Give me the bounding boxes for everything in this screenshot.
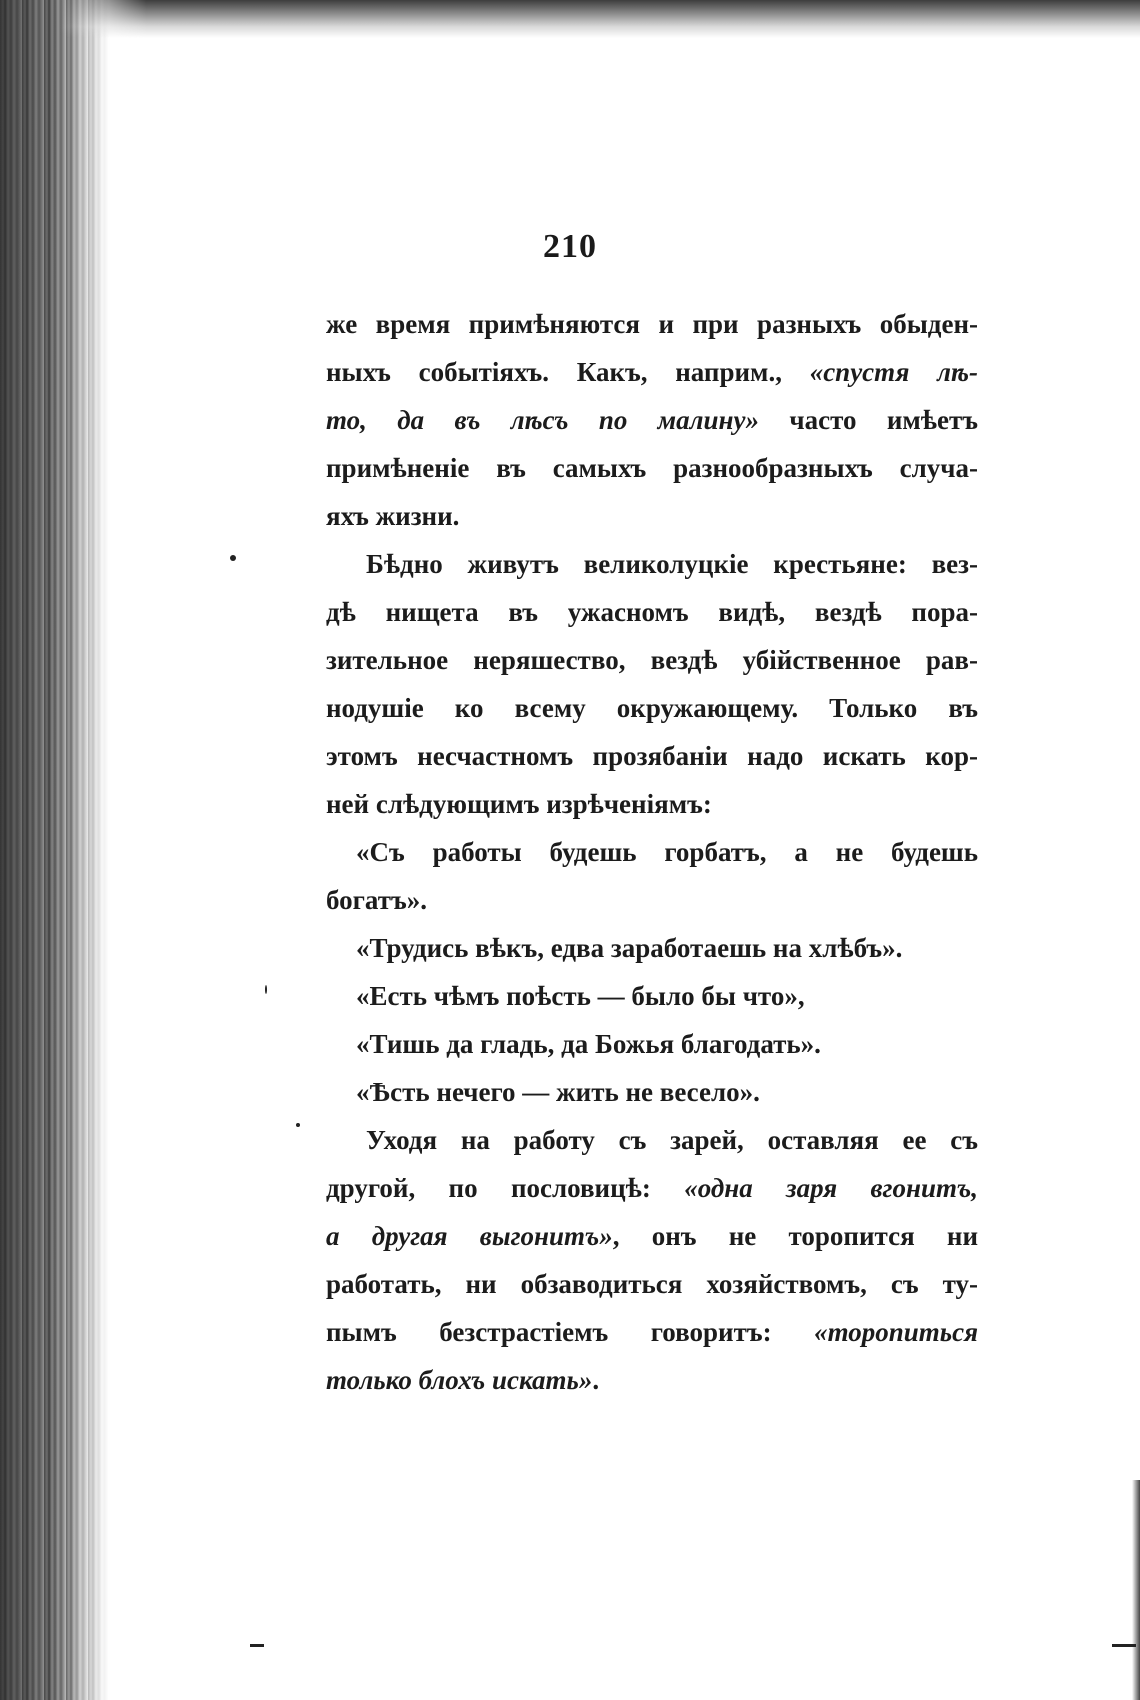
proverb-line: «Трудись вѣкъ, едва заработаешь на хлѣбъ».	[356, 933, 903, 963]
italic-phrase: «спустя лѣ-	[809, 357, 978, 387]
proverb-line: «Ѣсть нечего — жить не весело».	[356, 1077, 760, 1107]
proverb-line: «Съ работы будешь горбатъ, а не будешь	[356, 837, 978, 867]
proverb-line: «Есть чѣмъ поѣсть — было бы что»,	[356, 981, 805, 1011]
text-line: же время примѣняются и при разныхъ обыден-	[326, 309, 978, 339]
text-line: нодушіе ко всему окружающему. Только въ	[326, 693, 978, 723]
proverb-line: богатъ».	[326, 885, 427, 915]
top-page-edge	[60, 0, 1140, 38]
text-line: ней слѣдующимъ изрѣченіямъ:	[326, 789, 712, 819]
italic-phrase: то, да въ лѣсъ по малину»	[326, 405, 760, 435]
italic-phrase: а другая выгонитъ»	[326, 1221, 613, 1251]
scan-mark	[250, 1644, 264, 1647]
text-line: этомъ несчастномъ прозябаніи надо искать кор-	[326, 741, 978, 771]
text-line: дѣ нищета въ ужасномъ видѣ, вездѣ пора-	[326, 597, 978, 627]
right-page-edge	[1132, 1480, 1140, 1700]
text-line: ныхъ событіяхъ. Какъ, наприм., «спустя лѣ-	[326, 357, 978, 387]
italic-phrase: только блохъ искать»	[326, 1365, 593, 1395]
text-line: только блохъ искать».	[326, 1365, 600, 1395]
text-line: другой, по пословицѣ: «одна заря вгонитъ,	[326, 1173, 978, 1203]
text-line: Бѣдно живутъ великолуцкіе крестьяне: вез-	[366, 549, 978, 579]
italic-phrase: «торопиться	[814, 1317, 978, 1347]
scan-speck	[296, 1123, 300, 1127]
body-text	[326, 300, 978, 1404]
italic-phrase: «одна заря вгонитъ,	[684, 1173, 978, 1203]
text-line: работать, ни обзаводиться хозяйствомъ, съ ту-	[326, 1269, 978, 1299]
text-line: а другая выгонитъ», онъ не торопится ни	[326, 1221, 978, 1251]
text-line: примѣненіе въ самыхъ разнообразныхъ случа-	[326, 453, 978, 483]
text-line: зительное неряшество, вездѣ убійственное рав-	[326, 645, 978, 675]
scan-speck	[265, 985, 267, 994]
text-line: пымъ безстрастіемъ говоритъ: «торопиться	[326, 1317, 978, 1347]
scan-mark	[1112, 1644, 1136, 1647]
text-line: яхъ жизни.	[326, 501, 460, 531]
text-line: Уходя на работу съ зарей, оставляя ее съ	[366, 1125, 978, 1155]
text-line: то, да въ лѣсъ по малину» часто имѣетъ	[326, 405, 978, 435]
page-number: 210	[543, 228, 597, 265]
proverb-line: «Тишь да гладь, да Божья благодать».	[356, 1029, 821, 1059]
scan-speck	[230, 555, 236, 561]
